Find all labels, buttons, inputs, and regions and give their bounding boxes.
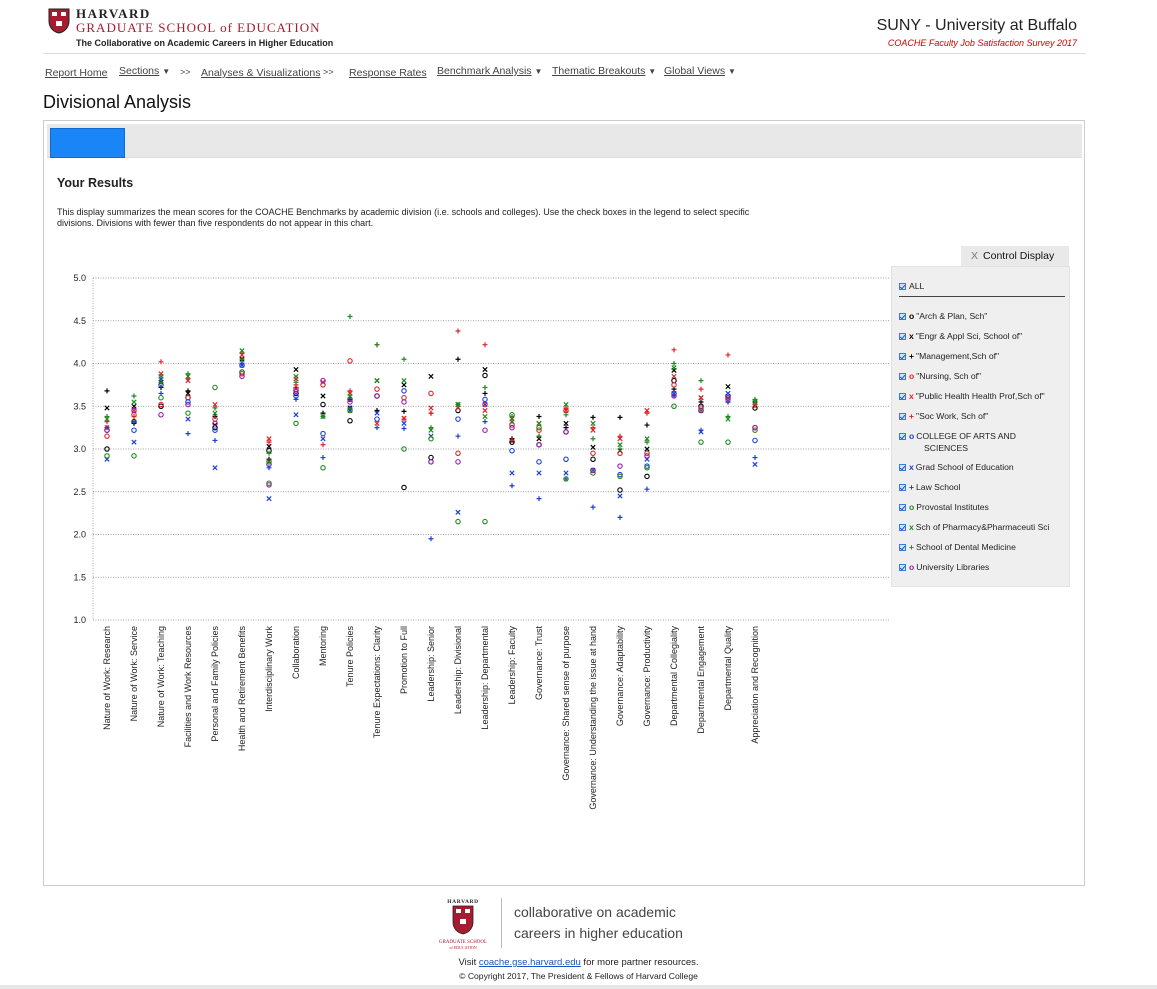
footer-logo-gse1: GRADUATE SCHOOL	[438, 940, 488, 945]
footer-coache-link[interactable]: coache.gse.harvard.edu	[478, 957, 581, 968]
nav-separator: >>	[323, 67, 334, 77]
legend-item-label: COLLEGE OF ARTS AND	[916, 431, 1016, 441]
legend-item[interactable]	[899, 331, 1022, 341]
chevron-down-icon: ▼	[648, 67, 657, 76]
harvard-shield-icon	[453, 906, 473, 934]
institution-name: SUNY - University at Buffalo	[876, 17, 1077, 34]
legend-item-label: Provostal Institutes	[916, 502, 989, 512]
footer-logo-gse2: of EDUCATION	[449, 945, 477, 950]
legend-item-all[interactable]	[899, 281, 924, 291]
x-tick-label: Tenure Expectations: Clarity	[372, 626, 382, 739]
y-tick-label: 5.0	[73, 273, 86, 283]
nav-benchmark-label: Benchmark Analysis	[437, 65, 532, 77]
x-tick-label: Governance: Adaptability	[615, 626, 625, 727]
page-title: Divisional Analysis	[43, 92, 192, 112]
logo-gse-text: GRADUATE SCHOOL of EDUCATION	[76, 20, 321, 35]
legend-all-label: ALL	[909, 281, 925, 291]
tab-bar	[47, 124, 1082, 158]
x-tick-label: Governance: Shared sense of purpose	[561, 626, 571, 781]
legend-item[interactable]	[899, 502, 989, 512]
legend-marker-icon: +	[909, 411, 915, 421]
x-tick-label: Leadership: Divisional	[453, 626, 463, 715]
footer-visit-pre: Visit	[458, 957, 479, 968]
checkbox-checked-icon[interactable]	[899, 393, 906, 400]
chart-legend	[891, 266, 1070, 587]
chevron-down-icon: ▼	[162, 67, 171, 76]
x-tick-label: Mentoring	[318, 626, 328, 667]
control-display-button[interactable]	[961, 246, 1069, 266]
logo-collab-text: The Collaborative on Academic Careers in Higher Education	[76, 38, 334, 48]
x-tick-label: Nature of Work: Service	[129, 626, 139, 722]
x-tick-label: Interdisciplinary Work	[264, 626, 274, 712]
x-tick-label: Facilities and Work Resources	[183, 626, 193, 748]
footer-copyright: © Copyright 2017, The President & Fellows of Harvard College	[459, 971, 698, 981]
legend-item[interactable]	[899, 522, 1050, 532]
x-tick-label: Nature of Work: Teaching	[156, 626, 166, 728]
legend-item-label: Sch of Pharmacy&Pharmaceuti Sci	[915, 522, 1050, 532]
nav-global[interactable]	[664, 65, 736, 77]
checkbox-checked-icon[interactable]	[899, 564, 906, 571]
nav-analyses[interactable]: Analyses & Visualizations	[201, 67, 321, 79]
footer-divider	[501, 898, 502, 948]
checkbox-checked-icon[interactable]	[899, 484, 906, 491]
chevron-down-icon: ▼	[534, 67, 543, 76]
x-tick-label: Leadership: Senior	[426, 626, 436, 702]
legend-divider	[899, 296, 1065, 297]
legend-item-label: University Libraries	[916, 562, 990, 572]
bottom-scrollbar-area	[0, 985, 1157, 989]
checkbox-checked-icon[interactable]	[899, 504, 906, 511]
y-tick-label: 2.5	[73, 486, 86, 497]
y-tick-label: 3.0	[73, 444, 86, 454]
checkbox-checked-icon[interactable]	[899, 313, 906, 320]
legend-marker-icon: x	[909, 331, 914, 341]
checkbox-checked-icon[interactable]	[899, 353, 906, 360]
nav-report-home[interactable]: Report Home	[45, 67, 108, 79]
checkbox-checked-icon[interactable]	[899, 544, 906, 551]
x-tick-label: Appreciation and Recognition	[750, 626, 760, 744]
legend-marker-icon: x	[909, 391, 914, 401]
legend-item[interactable]	[899, 391, 1045, 401]
legend-marker-icon: o	[909, 562, 915, 572]
checkbox-checked-icon[interactable]	[899, 413, 906, 420]
x-tick-label: Departmental Collegiality	[669, 626, 679, 727]
x-tick-label: Governance: Trust	[534, 626, 544, 701]
x-tick-label: Leadership: Departmental	[480, 626, 490, 730]
footer-harvard-logo[interactable]	[425, 898, 505, 953]
legend-item-label: Grad School of Education	[915, 462, 1014, 472]
x-tick-label: Collaboration	[291, 626, 301, 680]
legend-marker-icon: o	[909, 311, 915, 321]
close-icon: X	[971, 250, 979, 262]
legend-marker-icon: o	[909, 502, 915, 512]
x-tick-label: Departmental Quality	[723, 626, 733, 711]
harvard-shield-icon	[48, 8, 70, 34]
legend-marker-icon: +	[909, 351, 915, 361]
legend-marker-icon: o	[909, 431, 915, 441]
footer-collab-line2: careers in higher education	[514, 925, 683, 941]
logo-harvard-text: HARVARD	[76, 6, 151, 21]
results-description: This display summarizes the mean scores for the COACHE Benchmarks by academic division (i.e. schools and colleges). Use the check boxes in the legend to select specific divisions. Divisions with fewer than five respondents do not appear in this chart.	[57, 207, 750, 228]
legend-item-label: "Arch & Plan, Sch"	[916, 311, 988, 321]
legend-marker-icon: +	[909, 482, 915, 492]
legend-marker-icon: x	[909, 462, 914, 472]
checkbox-checked-icon[interactable]	[899, 464, 906, 471]
footer-collab-text	[514, 902, 683, 944]
x-tick-label: Health and Retirement Benefits	[237, 626, 247, 752]
x-tick-label: Departmental Engagement	[696, 626, 706, 734]
checkbox-checked-icon[interactable]	[899, 333, 906, 340]
checkbox-checked-icon[interactable]	[899, 524, 906, 531]
harvard-gse-logo[interactable]	[48, 6, 348, 52]
y-tick-label: 4.0	[73, 358, 86, 369]
header-divider	[43, 53, 1086, 54]
x-tick-label: Leadership: Faculty	[507, 626, 517, 705]
footer-collab-line1: collaborative on academic	[514, 904, 676, 920]
x-tick-label: Nature of Work: Research	[102, 626, 112, 730]
legend-marker-icon: o	[909, 371, 915, 381]
legend-item-label-line2: SCIENCES	[924, 443, 968, 453]
footer-logo-harvard: HARVARD	[447, 899, 479, 905]
chevron-down-icon: ▼	[728, 67, 736, 76]
legend-item-label: "Management,Sch of"	[916, 351, 1000, 361]
legend-item[interactable]	[899, 371, 981, 381]
y-tick-label: 1.0	[73, 615, 86, 625]
legend-item-label: School of Dental Medicine	[916, 542, 1016, 552]
y-tick-label: 4.5	[73, 315, 86, 326]
legend-item[interactable]	[899, 462, 1014, 472]
legend-item[interactable]	[899, 542, 1016, 552]
checkbox-checked-icon[interactable]	[899, 433, 906, 440]
nav-global-label: Global Views	[664, 65, 726, 77]
results-panel	[43, 120, 1085, 886]
x-tick-label: Governance: Productivity	[642, 626, 652, 727]
legend-item-label: "Public Health Health Prof,Sch of"	[915, 391, 1045, 401]
nav-sections-label: Sections	[119, 65, 160, 77]
x-tick-label: Personal and Family Policies	[210, 626, 220, 742]
checkbox-checked-icon[interactable]	[899, 283, 906, 290]
x-tick-label: Governance: Understanding the issue at hand	[588, 626, 598, 810]
tab-active[interactable]	[50, 128, 125, 158]
legend-item[interactable]	[899, 482, 960, 492]
x-tick-label: Tenure Policies	[345, 626, 355, 688]
y-tick-label: 2.0	[73, 529, 86, 540]
legend-marker-icon: +	[909, 542, 915, 552]
legend-item[interactable]	[899, 431, 1016, 453]
footer-visit	[0, 957, 1157, 968]
nav-response-rates[interactable]: Response Rates	[349, 67, 427, 79]
legend-item-label: Law School	[916, 482, 961, 492]
legend-item-label: "Engr & Appl Sci, School of"	[915, 331, 1023, 341]
footer-visit-post: for more partner resources.	[580, 957, 699, 968]
nav-thematic[interactable]	[552, 65, 656, 77]
nav-separator: >>	[180, 67, 191, 77]
legend-item[interactable]	[899, 311, 987, 321]
control-display-label: Control Display	[983, 250, 1055, 262]
results-title: Your Results	[57, 176, 134, 190]
nav-thematic-label: Thematic Breakouts	[552, 65, 646, 77]
nav-sections[interactable]	[119, 65, 170, 77]
checkbox-checked-icon[interactable]	[899, 373, 906, 380]
nav-benchmark[interactable]	[437, 65, 542, 77]
legend-item-label: "Nursing, Sch of"	[916, 371, 982, 381]
legend-item-label: "Soc Work, Sch of"	[916, 411, 989, 421]
legend-item[interactable]	[899, 411, 988, 421]
legend-item[interactable]	[899, 351, 999, 361]
legend-marker-icon: x	[909, 522, 914, 532]
y-tick-label: 1.5	[73, 572, 86, 583]
legend-item[interactable]	[899, 562, 989, 572]
x-tick-label: Promotion to Full	[399, 626, 409, 695]
y-tick-label: 3.5	[73, 401, 86, 412]
survey-name: COACHE Faculty Job Satisfaction Survey 2017	[887, 38, 1077, 48]
